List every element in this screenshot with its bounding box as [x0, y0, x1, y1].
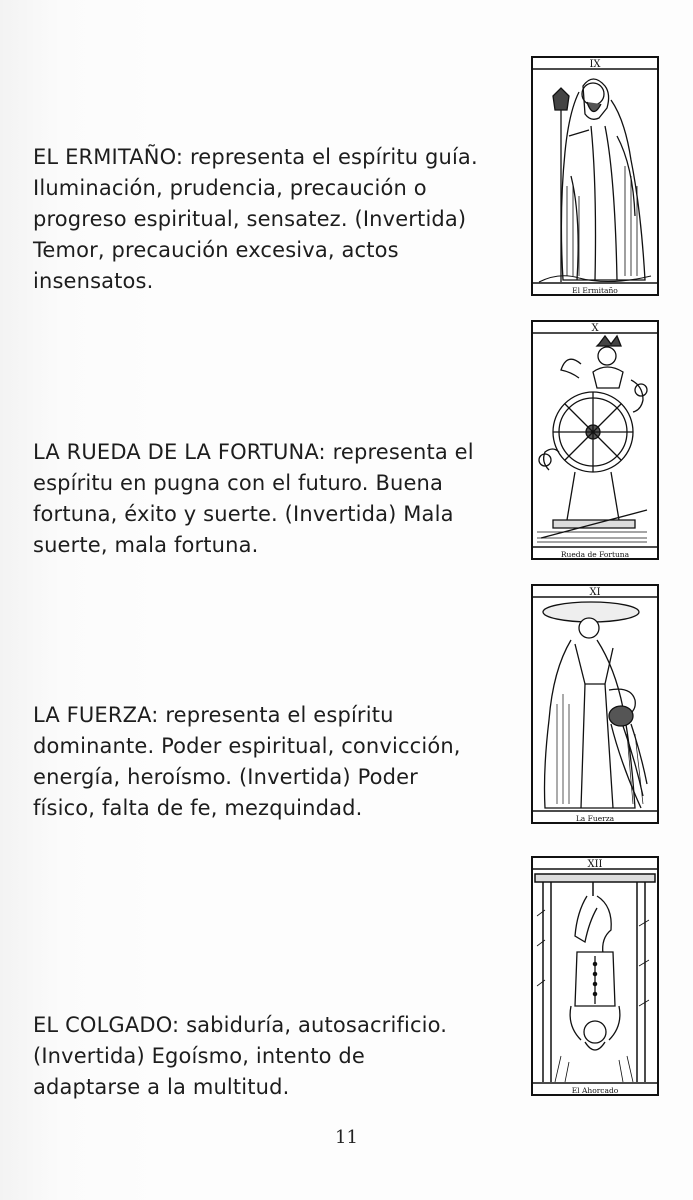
hanged-man-card-illustration [531, 856, 659, 1096]
entry-wheel-title: LA RUEDA DE LA FORTUNA [33, 440, 319, 464]
card-wheel-of-fortune [531, 320, 659, 560]
card-hermit [531, 56, 659, 296]
card-strength [531, 584, 659, 824]
card-hanged-caption: El Ahorcado [571, 1086, 619, 1095]
card-strength-numeral: XI [589, 587, 601, 598]
strength-card-illustration [531, 584, 659, 824]
entry-hanged-title: EL COLGADO [33, 1013, 173, 1037]
entry-hanged-man [33, 1010, 479, 1103]
card-hanged-man [531, 856, 659, 1096]
card-strength-caption: La Fuerza [575, 814, 615, 823]
card-wheel-numeral: X [591, 323, 599, 334]
card-hanged-numeral: XII [587, 859, 603, 870]
entry-wheel-text: : representa el espíritu en pugna con el futuro. Buena fortuna, éxito y suerte. (Invertida) Mala suerte, mala fortuna. [33, 440, 474, 557]
entry-hanged-paragraph [33, 1010, 479, 1103]
entry-strength [33, 700, 479, 824]
entry-wheel-paragraph [33, 437, 479, 561]
card-hermit-numeral: IX [589, 59, 601, 70]
card-wheel-caption: Rueda de Fortuna [560, 550, 630, 559]
entry-strength-paragraph [33, 700, 479, 824]
page-number: 11 [335, 1127, 358, 1148]
entry-hermit [33, 142, 479, 297]
hermit-card-illustration [531, 56, 659, 296]
entry-hermit-title: EL ERMITAÑO [33, 145, 176, 169]
entry-wheel-of-fortune [33, 437, 479, 561]
card-hermit-caption: El Ermitaño [572, 286, 618, 295]
entry-strength-title: LA FUERZA [33, 703, 152, 727]
entry-hermit-paragraph [33, 142, 479, 297]
entry-hanged-text: : sabiduría, autosacrificio. (Invertida) Egoísmo, intento de adaptarse a la multitud. [33, 1013, 448, 1099]
entry-hermit-text: : representa el espíritu guía. Iluminación, prudencia, precaución o progreso espiritual, sensatez. (Invertida) Temor, precaución excesiva, actos insensatos. [33, 145, 478, 293]
wheel-of-fortune-card-illustration [531, 320, 659, 560]
entry-strength-text: : representa el espíritu dominante. Poder espiritual, convicción, energía, heroísmo. (Invertida) Poder físico, falta de fe, mezquindad. [33, 703, 461, 820]
